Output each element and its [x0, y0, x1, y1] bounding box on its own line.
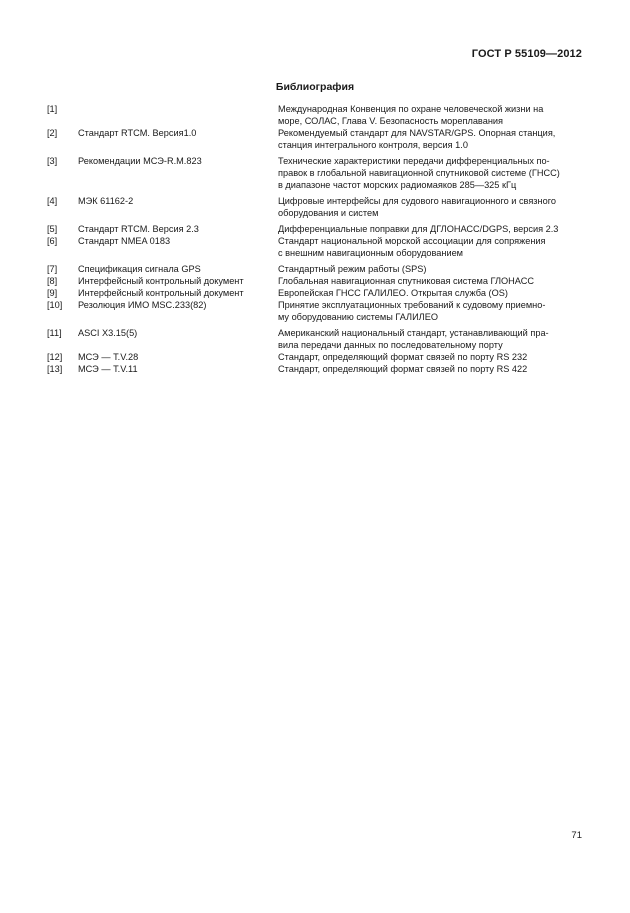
entry-description — [278, 327, 583, 351]
entry-description-line: Технические характеристики передачи дифференциальных по- — [278, 156, 550, 166]
entry-description — [278, 127, 583, 151]
entry-description — [278, 363, 583, 375]
entry-source: МЭК 61162-2 — [78, 196, 134, 206]
entry-description — [278, 235, 583, 259]
entry-description-line: Стандарт, определяющий формат связей по порту RS 232 — [278, 352, 528, 362]
entry-description — [278, 287, 583, 299]
entry-number: [11] — [47, 328, 62, 338]
entry-source: Стандарт RTCM. Версия1.0 — [78, 128, 197, 138]
document-standard-header: ГОСТ Р 55109—2012 — [471, 48, 582, 60]
bibliography-entry — [47, 299, 583, 323]
entry-description-line: Стандарт, определяющий формат связей по порту RS 422 — [278, 364, 528, 374]
entry-description-line: море, СОЛАС, Глава V. Безопасность мореплавания — [278, 116, 503, 126]
entry-description-line: Цифровые интерфейсы для судового навигационного и связного — [278, 196, 556, 206]
entry-description-line: Стандартный режим работы (SPS) — [278, 264, 427, 274]
entry-number: [5] — [47, 224, 58, 234]
entry-description-line: Рекомендуемый стандарт для NAVSTAR/GPS. Опорная станция, — [278, 128, 556, 138]
entry-number: [8] — [47, 276, 58, 286]
entry-number: [13] — [47, 364, 63, 374]
entry-description-line: в диапазоне частот морских радиомаяков 285—325 кГц — [278, 180, 517, 190]
entry-number: [10] — [47, 300, 63, 310]
entry-number: [12] — [47, 352, 63, 362]
entry-description — [278, 223, 583, 235]
page-number: 71 — [571, 830, 582, 841]
bibliography-entry — [47, 275, 583, 287]
entry-description-line: Стандарт национальной морской ассоциации для сопряжения — [278, 236, 546, 246]
entry-description — [278, 103, 583, 127]
entry-number: [9] — [47, 288, 58, 298]
entry-description-line: правок в глобальной навигационной спутниковой системе (ГНСС) — [278, 168, 560, 178]
bibliography-entry — [47, 155, 583, 191]
entry-description-line: Американский национальный стандарт, устанавливающий пра- — [278, 328, 549, 338]
entry-description-line: вила передачи данных по последовательному порту — [278, 340, 503, 350]
entry-number: [1] — [47, 104, 58, 114]
entry-description-line: станция интегрального контроля, версия 1.0 — [278, 140, 468, 150]
entry-description-line: с внешним навигационным оборудованием — [278, 248, 464, 258]
entry-source — [78, 103, 278, 127]
bibliography-entry — [47, 235, 583, 259]
entry-description-line: му оборудованию системы ГАЛИЛЕО — [278, 312, 438, 322]
bibliography-entry — [47, 127, 583, 151]
entry-description — [278, 299, 583, 323]
entry-source: Резолюция ИМО MSC.233(82) — [78, 300, 207, 310]
entry-number: [3] — [47, 156, 58, 166]
entry-source: Интерфейсный контрольный документ — [78, 276, 244, 286]
entry-source: ASCI X3.15(5) — [78, 328, 138, 338]
entry-source: Интерфейсный контрольный документ — [78, 288, 244, 298]
entry-source: Рекомендации МСЭ-R.M.823 — [78, 156, 202, 166]
entry-description — [278, 195, 583, 219]
entry-description-line: Дифференциальные поправки для ДГЛОНАСС/DGPS, версия 2.3 — [278, 224, 559, 234]
entry-source: МСЭ — T.V.28 — [78, 352, 139, 362]
entry-description — [278, 263, 583, 275]
entry-description-line: Принятие эксплуатационных требований к судовому приемно- — [278, 300, 546, 310]
entry-description — [278, 351, 583, 363]
bibliography-entry — [47, 327, 583, 351]
entry-description-line: Европейская ГНСС ГАЛИЛЕО. Открытая служба (OS) — [278, 288, 508, 298]
entry-number: [6] — [47, 236, 58, 246]
bibliography-entry — [47, 287, 583, 299]
entry-source: МСЭ — T.V.11 — [78, 364, 138, 374]
entry-description — [278, 275, 583, 287]
entry-description — [278, 155, 583, 191]
entry-number: [2] — [47, 128, 58, 138]
bibliography-entry — [47, 195, 583, 219]
entry-source: Стандарт NMEA 0183 — [78, 236, 171, 246]
bibliography-entry — [47, 263, 583, 275]
bibliography-list — [47, 103, 583, 375]
entry-number: [7] — [47, 264, 58, 274]
entry-description-line: Международная Конвенция по охране человеческой жизни на — [278, 104, 544, 114]
entry-number: [4] — [47, 196, 58, 206]
entry-description-line: Глобальная навигационная спутниковая система ГЛОНАСС — [278, 276, 534, 286]
bibliography-title: Библиография — [275, 81, 355, 93]
bibliography-entry — [47, 223, 583, 235]
bibliography-entry — [47, 363, 583, 375]
bibliography-entry — [47, 103, 583, 127]
bibliography-entry — [47, 351, 583, 363]
entry-source: Спецификация сигнала GPS — [78, 264, 201, 274]
entry-source: Стандарт RTCM. Версия 2.3 — [78, 224, 199, 234]
entry-description-line: оборудования и систем — [278, 208, 379, 218]
